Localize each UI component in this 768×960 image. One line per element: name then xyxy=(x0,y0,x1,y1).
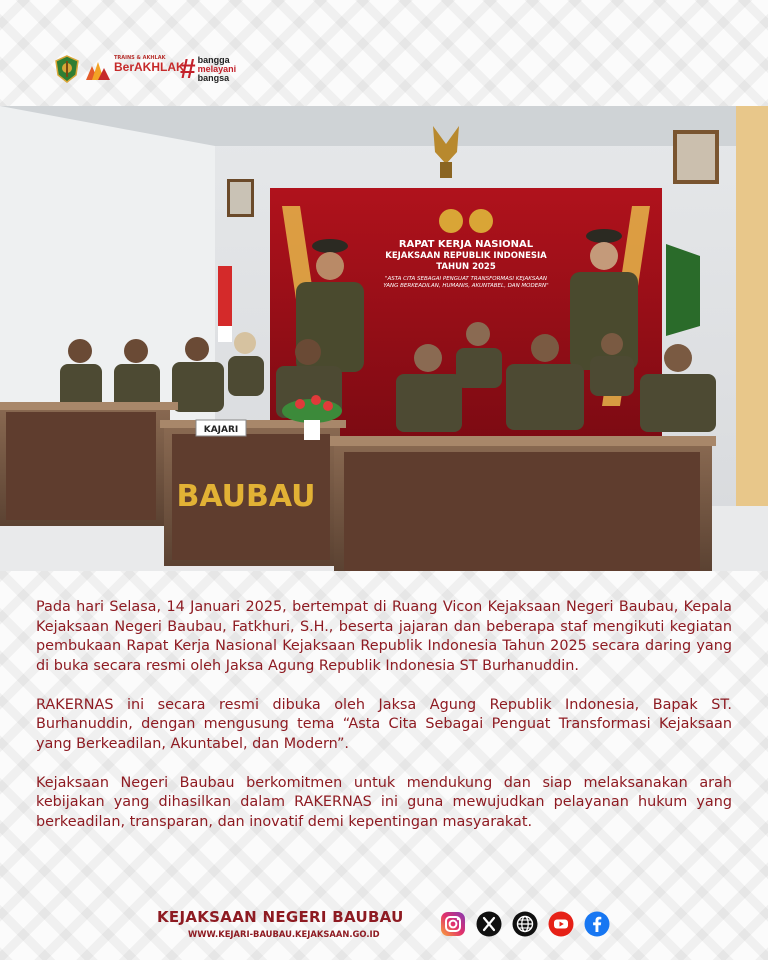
footer xyxy=(0,906,768,946)
banner-theme-1: "ASTA CITA SEBAGAI PENGUAT TRANSFORMASI KEJAKSAAN xyxy=(385,276,547,282)
kejaksaan-emblem-icon xyxy=(54,55,80,83)
baubau-desk-sign: BAUBAU xyxy=(176,479,316,514)
paragraph-3: Kejaksaan Negeri Baubau berkomitmen untuk mendukung dan siap melaksanakan arah kebijakan yang dihasilkan dalam RAKERNAS ini guna mewujudkan pelayanan hukum yang berkeadilan, transparan, dan inovatif demi kepentingan masyarakat. xyxy=(36,774,732,830)
berakhlak-small-text: TRAINS & AKHLAK xyxy=(114,55,166,61)
globe-icon[interactable] xyxy=(512,911,538,937)
banner-title-1: RAPAT KERJA NASIONAL xyxy=(398,239,534,250)
article-body xyxy=(36,598,732,852)
melayani-word: melayani xyxy=(197,63,237,74)
website-url[interactable]: WWW.KEJARI-BAUBAU.KEJAKSAAN.GO.ID xyxy=(188,929,380,939)
banner-title-3: TAHUN 2025 xyxy=(436,262,496,272)
berakhlak-wordmark: BerAKHLAK xyxy=(114,60,185,74)
bangsa-word: bangsa xyxy=(197,72,230,83)
berakhlak-mark-icon xyxy=(84,56,112,82)
banner-title-2: KEJAKSAAN REPUBLIK INDONESIA xyxy=(385,251,547,261)
event-photo xyxy=(0,106,768,571)
event-photo-illustration xyxy=(0,106,768,571)
facebook-icon[interactable] xyxy=(584,911,610,937)
paragraph-1: Pada hari Selasa, 14 Januari 2025, bertempat di Ruang Vicon Kejaksaan Negeri Baubau, Kepala Kejaksaan Negeri Baubau, Fatkhuri, S.H., beserta jajaran dan beberapa staf mengikuti kegiatan pembukaan Rapat Kerja Nasional Kejaksaan Republik Indonesia Tahun 2025 secara daring yang di buka secara resmi oleh Jaksa Agung Republik Indonesia ST Burhanuddin. xyxy=(36,599,732,674)
hashtag-mark: # xyxy=(180,53,196,84)
paragraph-2: RAKERNAS ini secara resmi dibuka oleh Jaksa Agung Republik Indonesia, Bapak ST. Burhanuddin, dengan mengusung tema “Asta Cita Sebagai Penguat Transformasi Kejaksaan yang Berkeadilan, Akuntabel, dan Modern”. xyxy=(36,696,732,752)
kajari-name-card: KAJARI xyxy=(203,425,239,435)
bangga-melayani-bangsa-logo xyxy=(180,55,236,83)
bangga-word: bangga xyxy=(197,54,230,65)
header-logos xyxy=(54,52,236,86)
berakhlak-logo xyxy=(84,54,185,84)
instagram-icon[interactable] xyxy=(440,911,466,937)
banner-theme-2: YANG BERKEADILAN, HUMANIS, AKUNTABEL, DAN MODERN" xyxy=(383,283,549,289)
x-icon[interactable] xyxy=(476,911,502,937)
organization-name: KEJAKSAAN NEGERI BAUBAU xyxy=(157,908,404,926)
youtube-icon[interactable] xyxy=(548,911,574,937)
